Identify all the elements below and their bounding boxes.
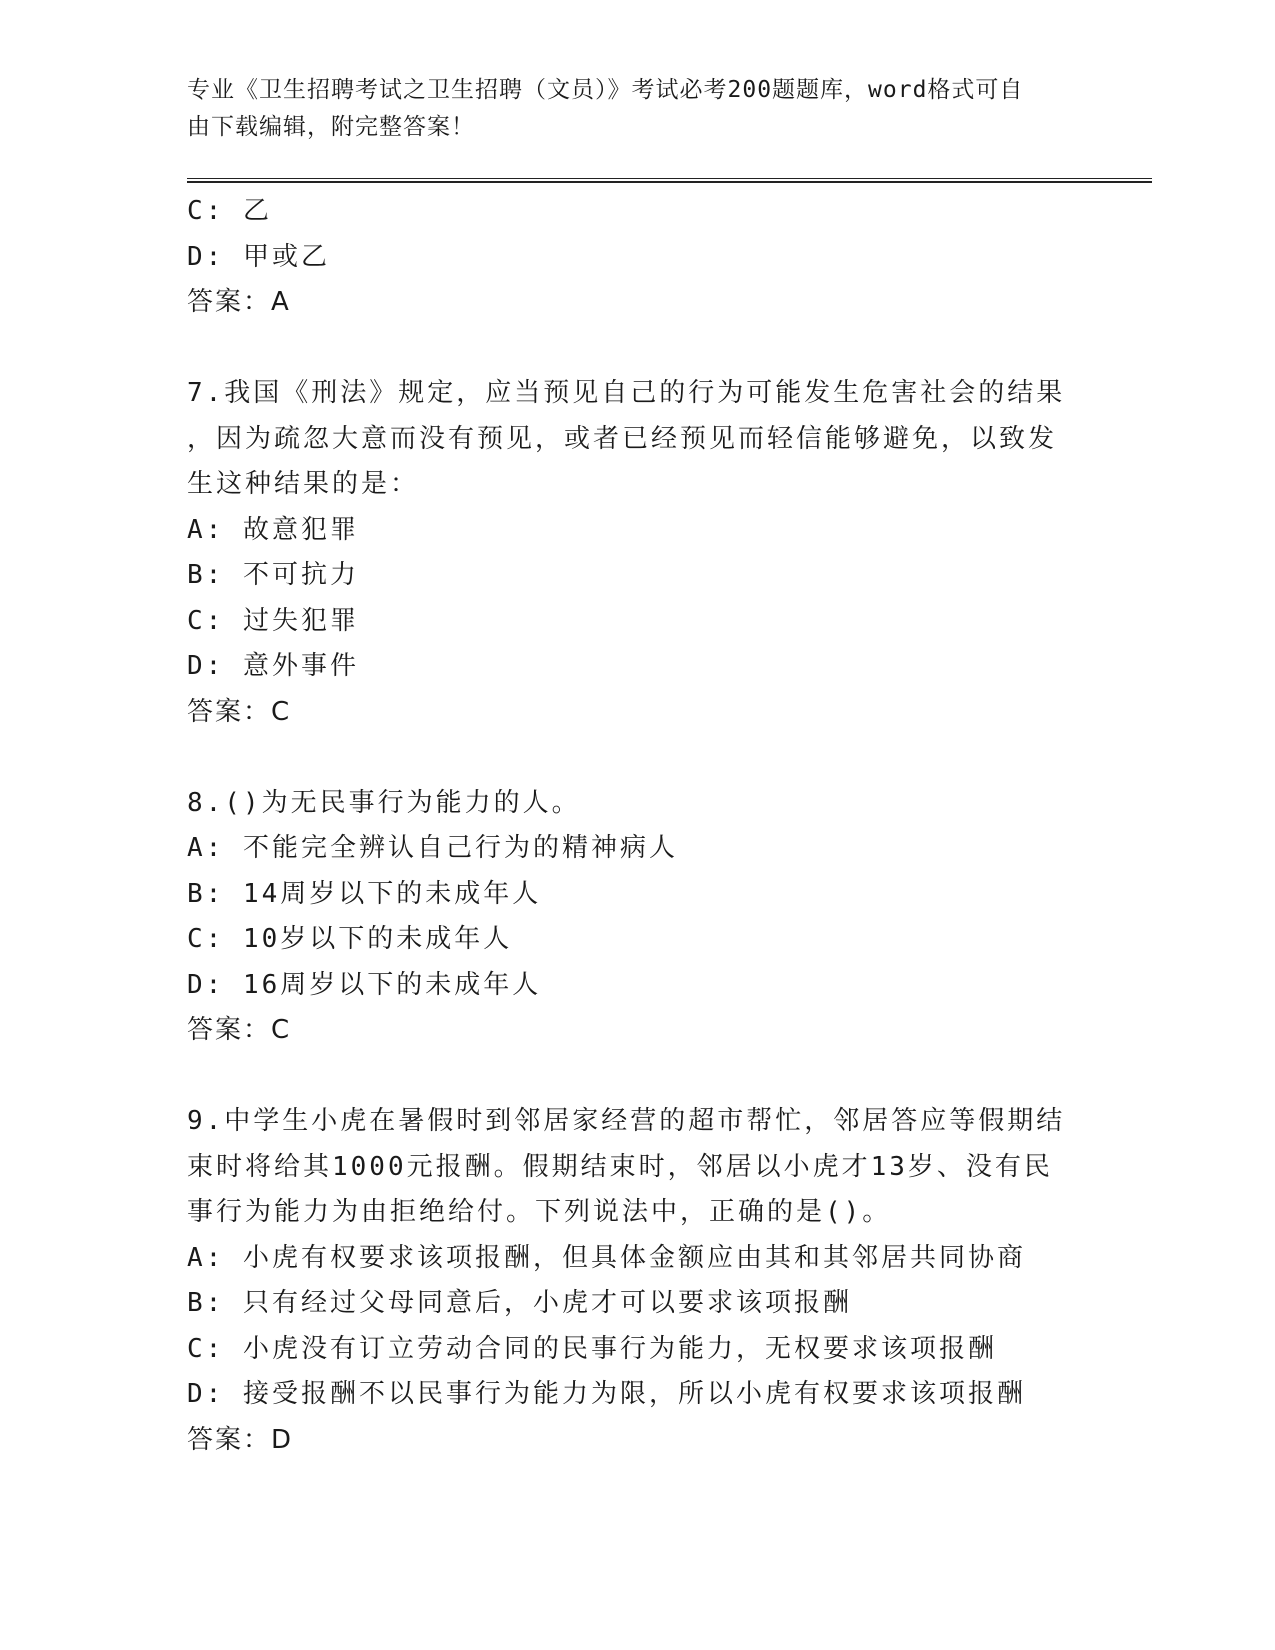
question-7 (187, 371, 1067, 735)
option-letter: D: (187, 241, 225, 272)
option-text: 只有经过父母同意后，小虎才可以要求该项报酬 (242, 1288, 852, 1318)
spacer (187, 326, 1067, 372)
question-text-line: 8.()为无民事行为能力的人。 (187, 787, 581, 818)
option-letter: A: (187, 1242, 225, 1273)
question-text-line: 束时将给其1000元报酬。假期结束时，邻居以小虎才13岁、没有民 (187, 1151, 1053, 1182)
header-divider-thin (187, 178, 1152, 179)
question-text-line: 事行为能力为由拒绝给付。下列说法中，正确的是()。 (187, 1197, 892, 1227)
option-letter: B: (187, 1288, 225, 1318)
header-divider-thick (187, 181, 1152, 183)
option-text: 意外事件 (242, 651, 359, 681)
option-letter: D: (187, 651, 225, 681)
header-line-2: 由下载编辑，附完整答案！ (187, 114, 475, 140)
option-letter: A: (187, 833, 225, 863)
option-text: 小虎有权要求该项报酬，但具体金额应由其和其邻居共同协商 (242, 1242, 1026, 1273)
document-body (187, 189, 1067, 1463)
carryover-block (187, 189, 1067, 326)
question-text-line: ，因为疏忽大意而没有预见，或者已经预见而轻信能够避免，以致发 (187, 423, 1058, 454)
option-text: 乙 (242, 196, 272, 226)
answer-line: 答案：A (187, 287, 291, 317)
header-line-1: 专业《卫生招聘考试之卫生招聘（文员）》考试必考200题题库，word格式可自 (187, 77, 1024, 103)
option-letter: C: (187, 1333, 225, 1364)
option-letter: A: (187, 514, 225, 545)
page-header (187, 72, 1067, 146)
option-c (187, 189, 1067, 235)
option-d (187, 644, 1067, 690)
option-a (187, 508, 1067, 554)
option-letter: D: (187, 969, 225, 1000)
option-d (187, 235, 1067, 281)
answer-line: 答案：C (187, 696, 292, 727)
option-d (187, 1372, 1067, 1418)
option-text: 16周岁以下的未成年人 (242, 969, 542, 1000)
option-a (187, 1236, 1067, 1282)
option-text: 甲或乙 (242, 241, 330, 272)
option-d (187, 963, 1067, 1009)
option-b (187, 872, 1067, 918)
option-a (187, 826, 1067, 872)
option-c (187, 1327, 1067, 1373)
answer-line: 答案：C (187, 1015, 292, 1045)
option-letter: C: (187, 196, 225, 226)
option-text: 不能完全辨认自己行为的精神病人 (242, 833, 678, 863)
option-text: 过失犯罪 (242, 605, 359, 636)
option-text: 14周岁以下的未成年人 (242, 878, 542, 909)
option-c (187, 917, 1067, 963)
spacer (187, 1054, 1067, 1100)
option-letter: B: (187, 878, 225, 909)
option-text: 不可抗力 (242, 560, 359, 590)
question-text-line: 生这种结果的是： (187, 469, 420, 499)
question-8 (187, 781, 1067, 1054)
option-letter: C: (187, 605, 225, 636)
answer-line: 答案：D (187, 1424, 294, 1455)
spacer (187, 735, 1067, 781)
question-text-line: 7.我国《刑法》规定，应当预见自己的行为可能发生危害社会的结果 (187, 378, 1066, 408)
option-text: 10岁以下的未成年人 (242, 924, 513, 954)
option-letter: B: (187, 560, 225, 590)
option-text: 接受报酬不以民事行为能力为限，所以小虎有权要求该项报酬 (242, 1379, 1026, 1409)
option-b (187, 553, 1067, 599)
option-c (187, 599, 1067, 645)
question-text-line: 9.中学生小虎在暑假时到邻居家经营的超市帮忙，邻居答应等假期结 (187, 1106, 1066, 1136)
option-text: 故意犯罪 (242, 514, 359, 545)
option-letter: D: (187, 1379, 225, 1409)
option-letter: C: (187, 924, 225, 954)
option-text: 小虎没有订立劳动合同的民事行为能力，无权要求该项报酬 (242, 1333, 997, 1364)
question-9 (187, 1099, 1067, 1463)
option-b (187, 1281, 1067, 1327)
